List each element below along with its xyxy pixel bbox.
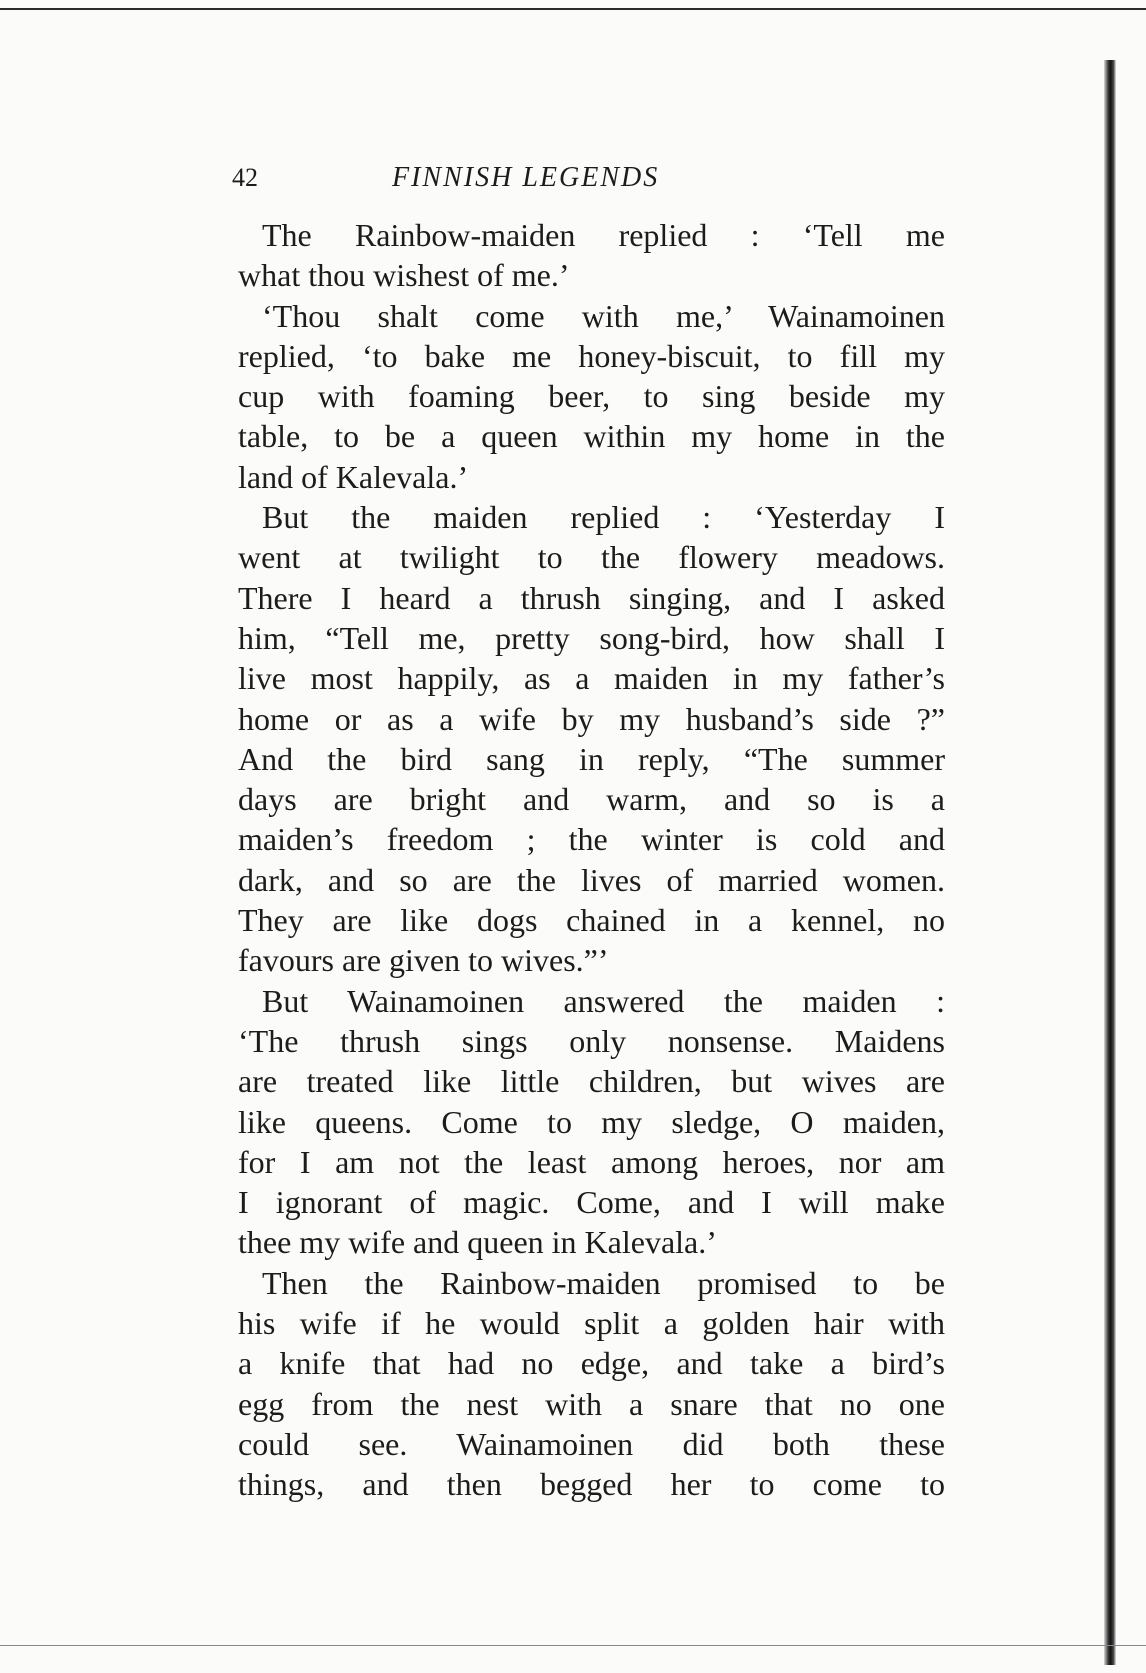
paragraph [238, 981, 945, 1263]
text-line: But Wainamoinen answered the maiden : [262, 982, 945, 1019]
bottom-rule [0, 1645, 1146, 1646]
text-line: live most happily, as a maiden in my father’s [238, 660, 945, 697]
paragraph [238, 296, 945, 497]
text-line: maiden’s freedom ; the winter is cold and [238, 821, 945, 858]
text-line: favours are given to wives.”’ [238, 942, 609, 979]
paragraph [238, 497, 945, 981]
text-line: what thou wishest of me.’ [238, 257, 570, 294]
text-line: Then the Rainbow-maiden promised to be [262, 1264, 945, 1301]
text-line: could see. Wainamoinen did both these [238, 1425, 945, 1462]
text-line: I ignorant of magic. Come, and I will make [238, 1184, 945, 1221]
page-header [232, 158, 952, 198]
text-line: cup with foaming beer, to sing beside my [238, 378, 945, 415]
text-line: ‘Thou shalt come with me,’ Wainamoinen [262, 297, 945, 334]
text-line: They are like dogs chained in a kennel, no [238, 902, 945, 939]
text-line: And the bird sang in reply, “The summer [238, 740, 945, 777]
text-line: There I heard a thrush singing, and I asked [238, 579, 945, 616]
text-line: days are bright and warm, and so is a [238, 781, 945, 818]
text-line: dark, and so are the lives of married women. [238, 861, 945, 898]
text-line: The Rainbow-maiden replied : ‘Tell me [262, 217, 945, 253]
text-line: But the maiden replied : ‘Yesterday I [262, 499, 945, 536]
body-text [238, 215, 945, 1505]
text-line: are treated like little children, but wives are [238, 1063, 945, 1100]
text-line: home or as a wife by my husband’s side ?” [238, 700, 945, 737]
page-number: 42 [232, 163, 258, 192]
text-line: table, to be a queen within my home in the [238, 418, 945, 455]
text-line: him, “Tell me, pretty song-bird, how shall I [238, 619, 945, 656]
text-line: things, and then begged her to come to [238, 1466, 945, 1503]
running-head: FINNISH LEGENDS [392, 162, 660, 193]
text-line: egg from the nest with a snare that no one [238, 1385, 945, 1422]
paragraph [238, 1263, 945, 1505]
text-line: land of Kalevala.’ [238, 458, 469, 495]
text-line: replied, ‘to bake me honey-biscuit, to fill my [238, 337, 945, 374]
text-line: for I am not the least among heroes, nor am [238, 1143, 945, 1180]
paragraph [238, 215, 945, 296]
text-line: went at twilight to the flowery meadows. [238, 539, 945, 576]
text-line: like queens. Come to my sledge, O maiden, [238, 1103, 945, 1140]
text-line: thee my wife and queen in Kalevala.’ [238, 1224, 717, 1261]
top-rule [0, 8, 1146, 10]
text-line: his wife if he would split a golden hair with [238, 1305, 945, 1342]
text-line: a knife that had no edge, and take a bird’s [238, 1345, 945, 1382]
book-spine-shadow [1104, 60, 1116, 1665]
text-line: ‘The thrush sings only nonsense. Maidens [238, 1022, 945, 1059]
